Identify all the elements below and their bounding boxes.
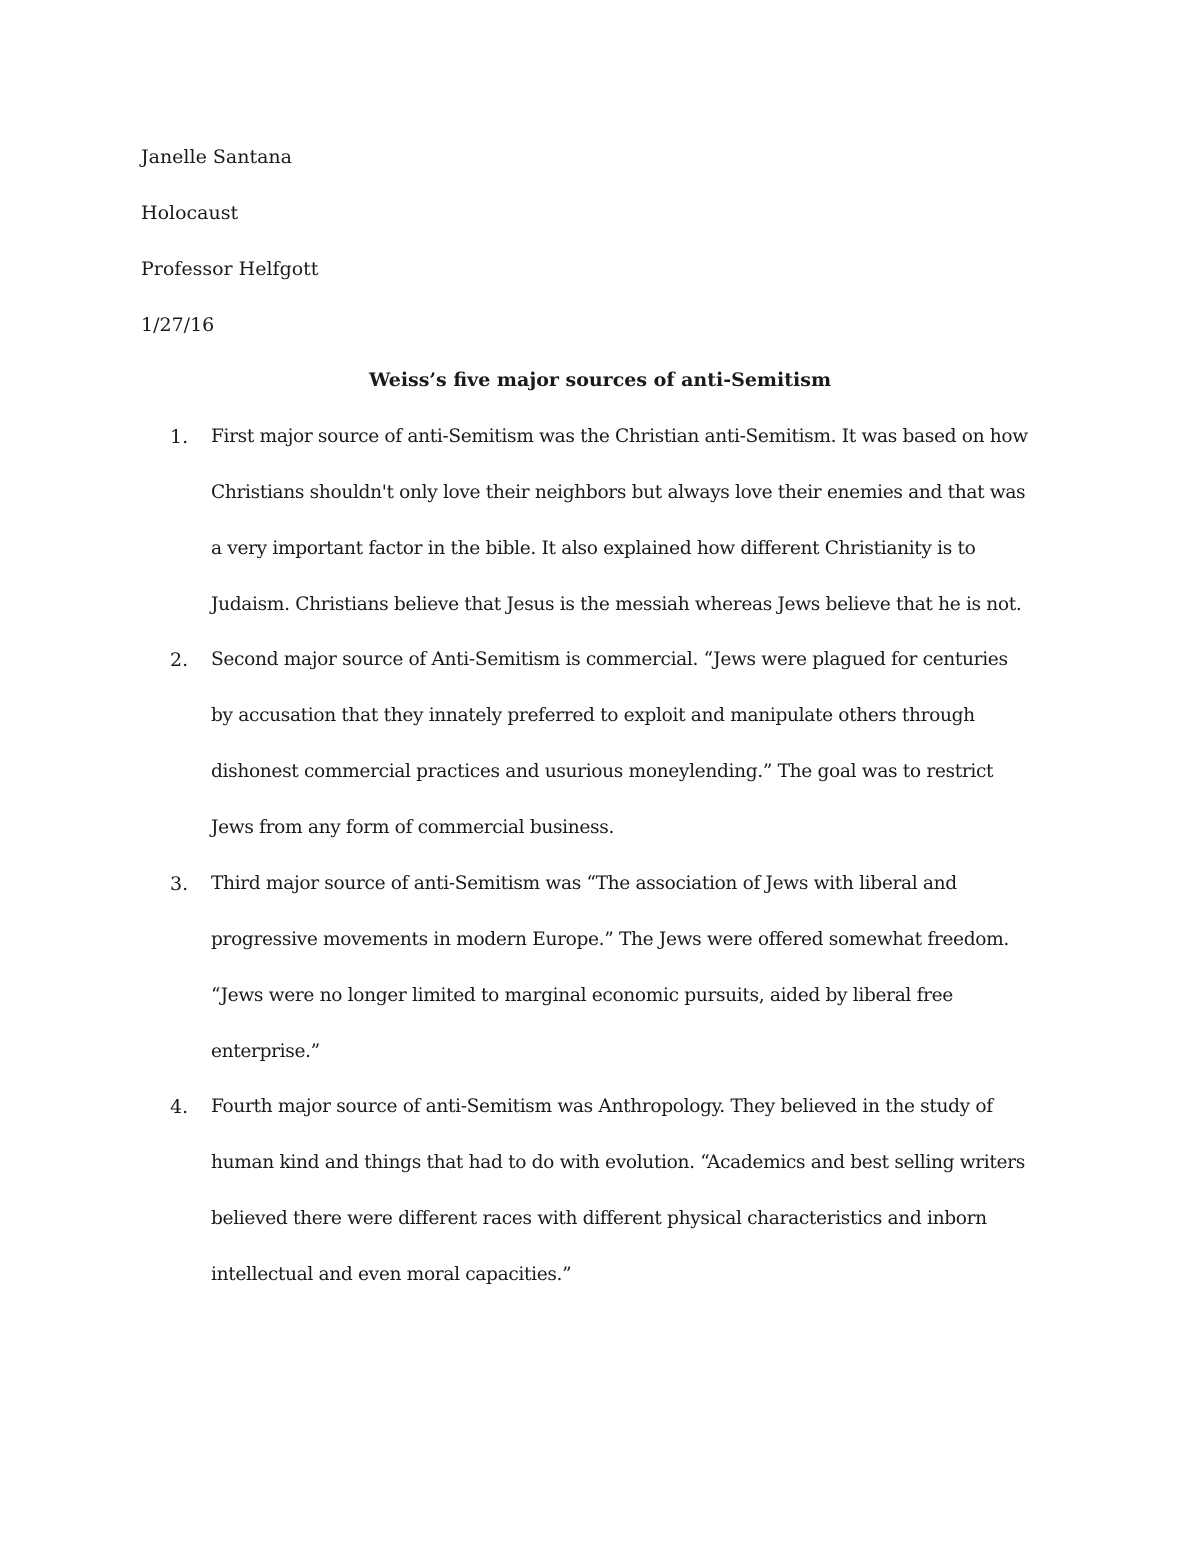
list-item-number: 1. bbox=[170, 426, 189, 448]
text-line: progressive movements in modern Europe.” The Jews were offered somewhat freedom. bbox=[211, 929, 1009, 950]
text-line: Second major source of Anti-Semitism is commercial. “Jews were plagued for centuries bbox=[211, 649, 1008, 670]
course-name: Holocaust bbox=[141, 202, 239, 224]
text-line: believed there were different races with different physical characteristics and inborn bbox=[211, 1208, 987, 1229]
professor-name: Professor Helfgott bbox=[141, 258, 319, 280]
text-line: Third major source of anti-Semitism was “The association of Jews with liberal and bbox=[211, 873, 957, 894]
text-line: Jews from any form of commercial business. bbox=[211, 817, 615, 838]
list-item-text bbox=[211, 409, 1071, 633]
text-line: First major source of anti-Semitism was the Christian anti-Semitism. It was based on how bbox=[211, 426, 1028, 447]
text-line: “Jews were no longer limited to marginal economic pursuits, aided by liberal free bbox=[211, 985, 953, 1006]
text-line: by accusation that they innately preferred to exploit and manipulate others through bbox=[211, 705, 975, 726]
text-line: dishonest commercial practices and usurious moneylending.” The goal was to restrict bbox=[211, 761, 994, 782]
date: 1/27/16 bbox=[141, 314, 215, 336]
text-line: intellectual and even moral capacities.” bbox=[211, 1264, 572, 1285]
text-line: a very important factor in the bible. It also explained how different Christianity is to bbox=[211, 538, 976, 559]
list-item-text bbox=[211, 1079, 1071, 1303]
text-line: human kind and things that had to do with evolution. “Academics and best selling writers bbox=[211, 1152, 1025, 1173]
text-line: Fourth major source of anti-Semitism was Anthropology. They believed in the study of bbox=[211, 1096, 993, 1117]
text-line: Judaism. Christians believe that Jesus is the messiah whereas Jews believe that he is not. bbox=[211, 594, 1022, 615]
list-item-number: 4. bbox=[170, 1096, 189, 1118]
text-line: enterprise.” bbox=[211, 1041, 320, 1062]
list-item-number: 2. bbox=[170, 649, 189, 671]
author-name: Janelle Santana bbox=[141, 146, 292, 168]
list-item-text bbox=[211, 632, 1071, 856]
list-item-number: 3. bbox=[170, 873, 189, 895]
page-title: Weiss’s five major sources of anti-Semitism bbox=[368, 369, 832, 391]
text-line: Christians shouldn't only love their neighbors but always love their enemies and that was bbox=[211, 482, 1026, 503]
list-item-text bbox=[211, 856, 1071, 1080]
